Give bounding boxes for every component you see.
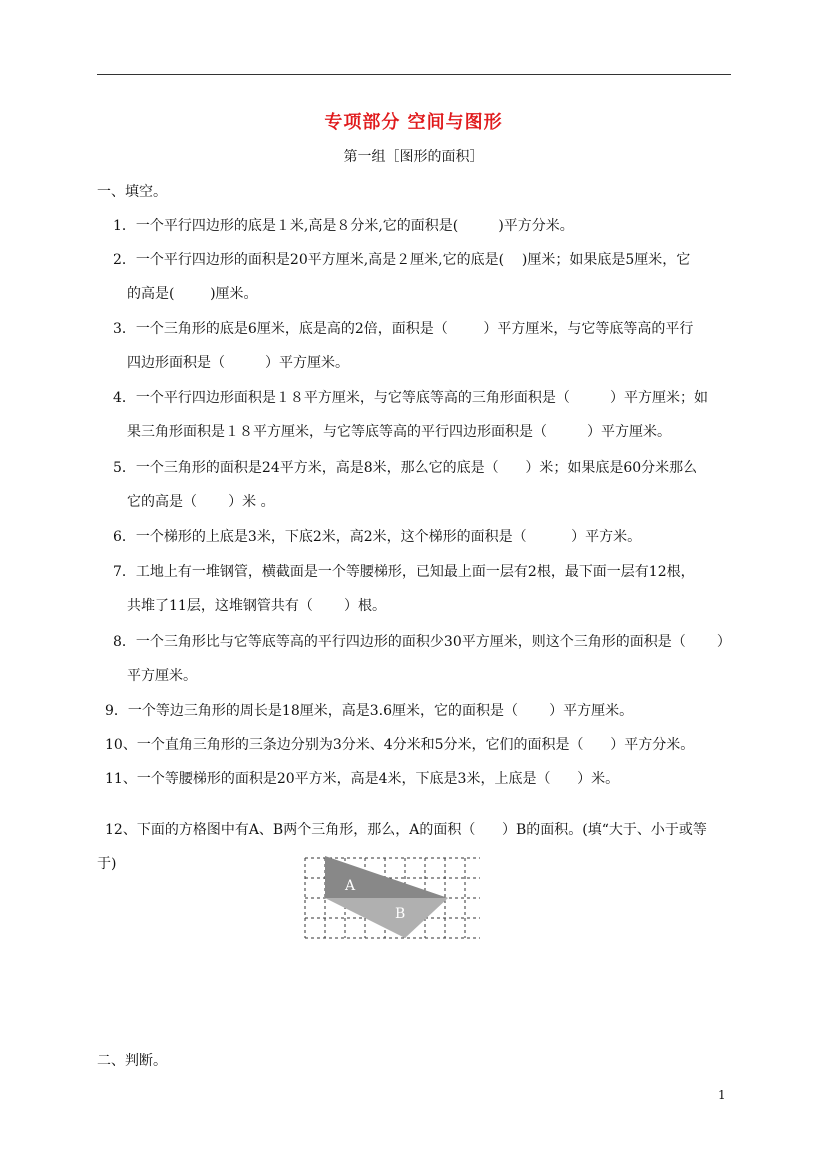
question-2-line-2: 的高是( )厘米。 [127,286,258,302]
section-heading-fill-blank: 一、填空。 [97,184,167,200]
question-4-line-2: 果三角形面积是１８平方厘米，与它等底等高的平行四边形面积是（ ）平方厘米。 [127,424,672,440]
question-5-line-2: 它的高是（ ）米 。 [127,494,275,510]
question-6-line-1: 6．一个梯形的上底是3米，下底2米，高2米，这个梯形的面积是（ ）平方米。 [113,529,642,545]
question-12-line-1: 12、下面的方格图中有A、B两个三角形，那么，A的面积（ ）B的面积。(填“大于、小于或等 [105,822,707,838]
question-7-line-2: 共堆了11层，这堆钢管共有（ ）根。 [127,598,386,614]
question-8-line-2: 平方厘米。 [127,668,197,684]
question-3-line-2: 四边形面积是（ ）平方厘米。 [127,355,350,371]
grid-triangles-figure [300,844,485,942]
question-7-line-1: 7．工地上有一堆钢管，横截面是一个等腰梯形，已知最上面一层有2根，最下面一层有12根， [113,564,695,580]
question-9-line-1: 9．一个等边三角形的周长是18厘米，高是3.6厘米，它的面积是（ ）平方厘米。 [105,703,634,719]
page-number: 1 [718,1088,726,1102]
question-4-line-1: 4．一个平行四边形面积是１８平方厘米，与它等底等高的三角形面积是（ ）平方厘米；如 [113,390,708,406]
page-title: 专项部分 空间与图形 [324,112,503,133]
question-5-line-1: 5．一个三角形的面积是24平方米，高是8米，那么它的底是（ ）米；如果底是60分米那么 [113,460,698,476]
question-10-line-1: 10、一个直角三角形的三条边分别为3分米、4分米和5分米，它们的面积是（ ）平方分米。 [105,737,695,753]
question-12-line-2: 于) [97,856,117,872]
question-1-line-1: 1．一个平行四边形的底是１米,高是８分米,它的面积是( )平方分米。 [113,218,574,234]
question-8-line-1: 8．一个三角形比与它等底等高的平行四边形的面积少30平方厘米，则这个三角形的面积是（ ） [113,634,731,650]
page-subtitle: 第一组［图形的面积］ [343,149,484,165]
question-11-line-1: 11、一个等腰梯形的面积是20平方米，高是4米，下底是3米，上底是（ ）米。 [105,771,620,787]
question-2-line-1: 2．一个平行四边形的面积是20平方厘米,高是２厘米,它的底是( )厘米；如果底是5厘米，它 [113,252,691,268]
question-3-line-1: 3．一个三角形的底是6厘米，底是高的2倍，面积是（ ）平方厘米，与它等底等高的平行 [113,321,694,337]
header-rule [97,74,731,75]
section-heading-judge: 二、判断。 [97,1053,167,1069]
triangle-a [325,856,448,898]
label-b: B [395,906,406,922]
label-a: A [345,878,356,894]
